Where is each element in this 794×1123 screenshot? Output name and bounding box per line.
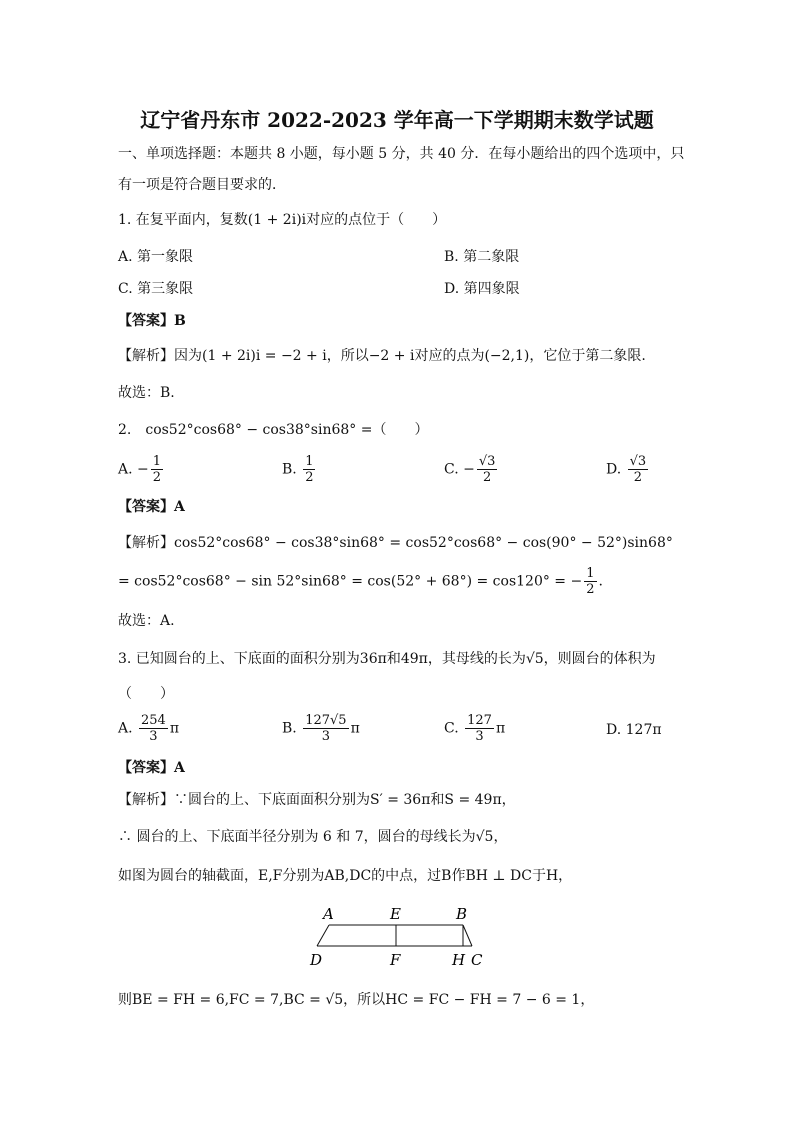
- q3-option-b: [282, 713, 360, 744]
- q3-option-d-value: 127π: [625, 722, 662, 738]
- q2-option-a-fraction: [151, 454, 163, 485]
- q1-stem: 1. 在复平面内，复数(1 + 2i)i对应的点位于（ ）: [118, 212, 447, 228]
- q2-analysis-denominator: 2: [586, 582, 595, 597]
- q3-analysis-line1: 【解析】∵圆台的上、下底面面积分别为S′ = 36π和S = 49π，: [118, 792, 516, 808]
- q3-option-b-numerator: 127√5: [305, 713, 347, 728]
- q2-option-b-label: B.: [282, 461, 297, 478]
- q3-option-b-pi: π: [350, 720, 360, 737]
- q1-option-b: B. 第二象限: [444, 249, 520, 265]
- q1-option-c: C. 第三象限: [118, 281, 194, 297]
- q3-option-c-label: C.: [444, 720, 459, 737]
- q2-option-b-fraction: [303, 454, 315, 485]
- label-c: C: [471, 951, 483, 969]
- label-d: D: [310, 951, 323, 969]
- q3-option-c: [444, 713, 505, 744]
- q2-option-c-denominator: 2: [483, 470, 492, 485]
- q3-option-a-numerator: 254: [141, 713, 166, 728]
- trapezoid-figure: [300, 903, 500, 973]
- q2-option-b-denominator: 2: [305, 470, 314, 485]
- q3-option-d-label: D.: [606, 722, 622, 738]
- q2-option-d-numerator: √3: [629, 454, 647, 469]
- q2-option-a-label: A.: [118, 461, 133, 478]
- q2-option-b-numerator: 1: [305, 454, 314, 469]
- q3-option-c-numerator: 127: [467, 713, 492, 728]
- section-instructions-line2: 有一项是符合题目要求的．: [118, 177, 286, 193]
- q3-analysis-line2: ∴ 圆台的上、下底面半径分别为 6 和 7，圆台的母线长为√5，: [118, 829, 508, 845]
- q3-stem-line2: （ ）: [118, 686, 174, 702]
- q2-option-c-sign: −: [463, 461, 475, 478]
- label-b: B: [456, 905, 468, 923]
- q3-option-c-pi: π: [495, 720, 506, 737]
- q2-option-d-label: D.: [606, 461, 622, 478]
- q2-analysis-fraction: [584, 566, 596, 597]
- q2-analysis-line2: [118, 566, 603, 597]
- edge-bc: [463, 925, 472, 946]
- q2-option-d-fraction: [628, 454, 649, 485]
- q3-answer: 【答案】A: [118, 760, 185, 776]
- q3-option-b-denominator: 3: [321, 729, 331, 744]
- section-instructions-line1: 一、单项选择题：本题共 8 小题，每小题 5 分，共 40 分．在每小题给出的四个选项中，只: [118, 146, 685, 162]
- q2-option-c-fraction: [477, 454, 498, 485]
- q3-option-a-fraction: [139, 713, 168, 744]
- q2-option-d-denominator: 2: [633, 470, 643, 485]
- label-h: H: [452, 951, 466, 969]
- q3-option-a-pi: π: [169, 720, 180, 737]
- q2-analysis-line2-end: .: [598, 573, 603, 590]
- label-e: E: [390, 905, 401, 923]
- q2-answer: 【答案】A: [118, 499, 185, 515]
- q3-analysis-line3: 如图为圆台的轴截面，E,F分别为AB,DC的中点，过B作BH ⊥ DC于H，: [118, 868, 573, 884]
- q1-analysis: 【解析】因为(1 + 2i)i = −2 + i，所以−2 + i对应的点为(−2,1)，它位于第二象限.: [118, 348, 646, 364]
- q2-option-d: [606, 454, 650, 485]
- q2-option-a-denominator: 2: [152, 470, 162, 485]
- q3-option-a: [118, 713, 179, 744]
- q2-analysis-line2-text: = cos52°cos68° − sin 52°sin68° = cos(52° + 68°) = cos120° = −: [118, 573, 583, 590]
- q3-option-b-fraction: [303, 713, 348, 744]
- q3-stem-line1: 3. 已知圆台的上、下底面的面积分别为36π和49π，其母线的长为√5，则圆台的体积为: [118, 651, 656, 667]
- q3-option-a-label: A.: [118, 720, 133, 737]
- q2-analysis-line1: 【解析】cos52°cos68° − cos38°sin68° = cos52°cos68° − cos(90° − 52°)sin68°: [118, 535, 673, 551]
- q3-option-d: [606, 720, 662, 740]
- q2-option-c-numerator: √3: [478, 454, 496, 469]
- q2-option-a: [118, 454, 165, 485]
- q2-stem: 2. cos52°cos68° − cos38°sin68° =（ ）: [118, 422, 429, 438]
- q3-option-c-denominator: 3: [475, 729, 484, 744]
- q2-option-a-numerator: 1: [152, 454, 162, 469]
- q2-option-a-sign: −: [137, 461, 149, 478]
- q1-choice: 故选：B.: [118, 385, 175, 401]
- q3-option-a-denominator: 3: [149, 729, 158, 744]
- label-a: A: [323, 905, 334, 923]
- q3-analysis-line4: 则BE = FH = 6,FC = 7,BC = √5，所以HC = FC − FH = 7 − 6 = 1，: [118, 992, 595, 1008]
- edge-ad: [317, 925, 329, 946]
- q2-option-c-label: C.: [444, 461, 459, 478]
- q3-option-b-label: B.: [282, 720, 297, 737]
- q2-choice: 故选：A.: [118, 613, 175, 629]
- q1-answer: 【答案】B: [118, 313, 186, 329]
- q2-option-b: [282, 454, 317, 485]
- q2-option-c: [444, 454, 499, 485]
- page-title: 辽宁省丹东市 2022-2023 学年高一下学期期末数学试题: [140, 108, 654, 132]
- label-f: F: [390, 951, 401, 969]
- q3-option-c-fraction: [465, 713, 494, 744]
- q1-option-d: D. 第四象限: [444, 281, 520, 297]
- q2-analysis-numerator: 1: [586, 566, 595, 581]
- q1-option-a: A. 第一象限: [118, 249, 194, 265]
